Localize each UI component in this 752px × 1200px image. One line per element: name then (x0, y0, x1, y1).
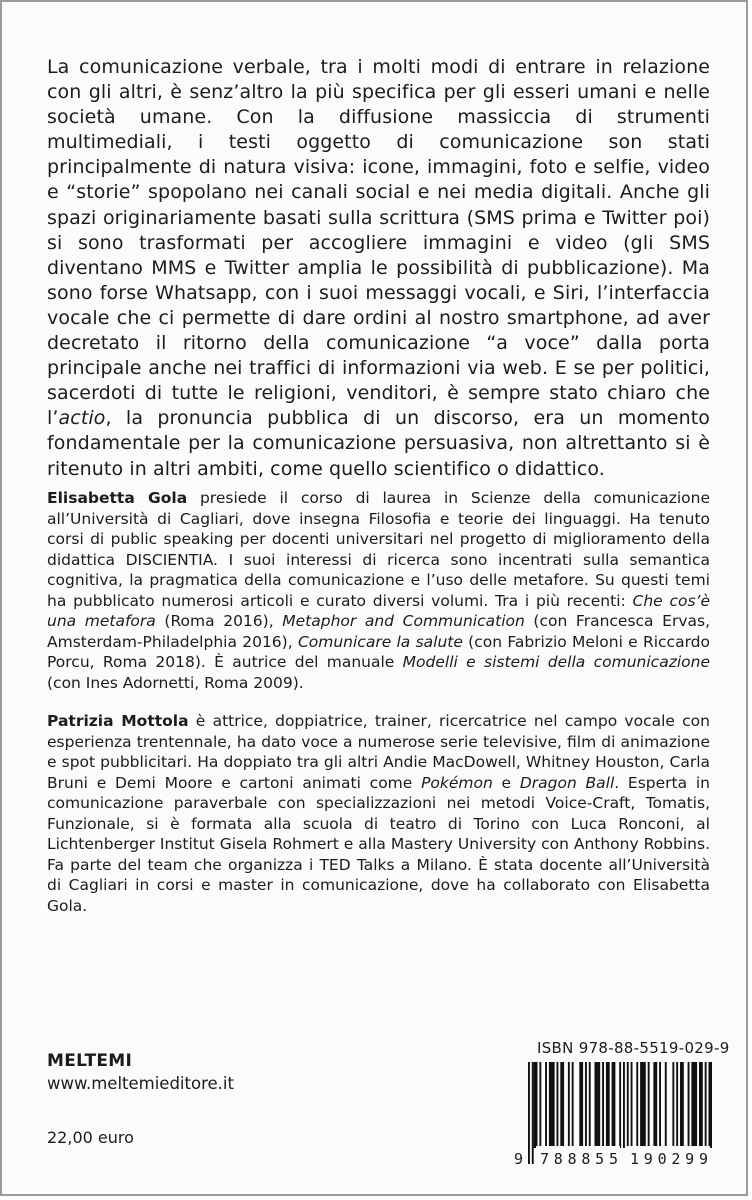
barcode-bar (606, 1062, 610, 1148)
barcode-bar (672, 1062, 674, 1148)
price: 22,00 euro (47, 1128, 134, 1147)
barcode-bar (528, 1062, 530, 1164)
barcode-first-digit: 9 (514, 1150, 524, 1168)
isbn-barcode (512, 1060, 712, 1170)
blurb-paragraph (47, 55, 710, 482)
barcode-bar (691, 1062, 697, 1148)
bio-text: presiede il corso di laurea in Scienze della comunicazione all’Università di Cagliari, dove insegna Filosofia e teorie dei linguaggi. Ha tenuto corsi di public speaking per docenti universitari nel progetto di miglioramento della didattica DISCIENTIA. I suoi interessi di ricerca sono incentrati sulla semantica cognitiva, la pragmatica della comunicazione e l’uso delle metafore. Su questi temi ha pubblicato numerosi articoli e curato diversi volumi. Tra i più recenti: (47, 489, 710, 610)
barcode-digits-left: 788855 (540, 1150, 618, 1168)
barcode-digits-right: 190299 (630, 1150, 708, 1168)
barcode-bar (653, 1062, 657, 1148)
bio-text: (con Francesca Ervas, Amsterdam-Philadelphia 2016), (47, 612, 710, 651)
author-name-gola: Elisabetta Gola (47, 489, 188, 507)
barcode-bar (688, 1062, 690, 1148)
barcode-bar (612, 1062, 616, 1148)
barcode-bar (640, 1062, 646, 1148)
isbn-label: ISBN 978-88-5519-029-9 (537, 1039, 730, 1057)
barcode-bar (589, 1062, 591, 1148)
author-bio-gola (47, 488, 710, 693)
blurb-text-end: , la pronuncia pubblica di un discorso, era un momento fondamentale per la comunicazione persuasiva, non altrettanto si è ritenuto in altri ambiti, come quello scientifico o didattico. (47, 407, 710, 480)
publisher-name: MELTEMI (47, 1051, 133, 1071)
barcode-bar (636, 1062, 638, 1148)
barcode-bar (539, 1062, 541, 1148)
cartoon-title: Dragon Ball (519, 773, 615, 792)
barcode-bar (709, 1062, 713, 1148)
barcode-bar (545, 1062, 547, 1148)
barcode-bar (705, 1062, 707, 1148)
bio-text: (con Ines Adornetti, Roma 2009). (47, 673, 304, 692)
barcode-bar (623, 1062, 625, 1148)
bio-text: . Esperta in comunicazione paraverbale con specializzazioni nei metodi Voice-Craft, Tomatis, Funzionale, si è formata alla scuola di teatro di Torino con Luca Ronconi, al Lichtenberger Institut Gisela Rohmert e alla Mastery University con Anthony Robbins. Fa parte del team che organizza i TED Talks a Milano. È stata docente all’Università di Cagliari in corsi e master in comunicazione, dove ha collaborato con Elisabetta Gola. (47, 773, 710, 915)
author-bio-mottola (47, 711, 710, 916)
barcode-bar (665, 1062, 667, 1148)
barcode-bar (557, 1062, 559, 1148)
publisher-website: www.meltemieditore.it (47, 1074, 234, 1093)
barcode-bar (659, 1062, 661, 1148)
barcode-bar (549, 1062, 555, 1148)
book-title: Che cos’è una metafora (47, 591, 711, 630)
barcode-bar (680, 1062, 684, 1148)
barcode-bar (579, 1062, 583, 1148)
barcode-bar (648, 1062, 650, 1148)
barcode-bar (532, 1062, 534, 1164)
book-title: Modelli e sistemi della comunicazione (402, 653, 710, 671)
barcode-bar (534, 1062, 538, 1148)
barcode-bar (568, 1062, 570, 1148)
bio-text: e (492, 773, 520, 792)
blurb-italic-term: actio (58, 407, 106, 430)
barcode-bar (572, 1062, 574, 1148)
bio-text: è attrice, doppiatrice, trainer, ricercatrice nel campo vocale con esperienza trentennale, ha dato voce a numerose serie televisive, film di animazione e spot pubblicitari. Ha doppiato tra gli altri Andie MacDowell, Whitney Houston, Carla Bruni e Demi Moore e cartoni animati come (47, 712, 710, 792)
barcode-bar (619, 1062, 621, 1148)
bio-text: (con Fabrizio Meloni e Riccardo Porcu, Roma 2018). È autrice del manuale (47, 632, 711, 671)
barcode-bar (676, 1062, 678, 1148)
book-title: Comunicare la salute (297, 632, 463, 651)
book-title: Metaphor and Communication (282, 612, 525, 630)
barcode-bar (699, 1062, 703, 1148)
barcode-bar (585, 1062, 587, 1148)
author-name-mottola: Patrizia Mottola (47, 712, 189, 730)
cartoon-title: Pokémon (421, 773, 493, 792)
barcode-bar (560, 1062, 564, 1148)
barcode-bar (595, 1062, 601, 1148)
barcode-bar (602, 1062, 604, 1148)
bio-text: (Roma 2016), (155, 612, 283, 630)
blurb-text: La comunicazione verbale, tra i molti modi di entrare in relazione con gli altri, è senz’altro la più specifica per gli esseri umani e nelle società umane. Con la diffusione massiccia di strumenti multimediali, i testi oggetto di comunicazione son stati principalmente di natura visiva: icone, immagini, foto e selfie, video e “storie” spopolano nei canali social e nei media digitali. Anche gli spazi originariamente basati sulla scrittura (SMS prima e Twitter poi) si sono trasformati per accogliere immagini e video (gli SMS diventano MMS e Twitter amplia le possibilità di pubblicazione). Ma sono forse Whatsapp, con i suoi messaggi vocali, e Siri, l’interfaccia vocale che ci permette di dare ordini al nostro smartphone, ad aver decretato il ritorno della comunicazione “a voce” dalla porta principale anche nei traffici di informazioni via web. E se per politici, sacerdoti di tutte le religioni, venditori, è sempre stato chiaro che l’ (47, 56, 710, 430)
